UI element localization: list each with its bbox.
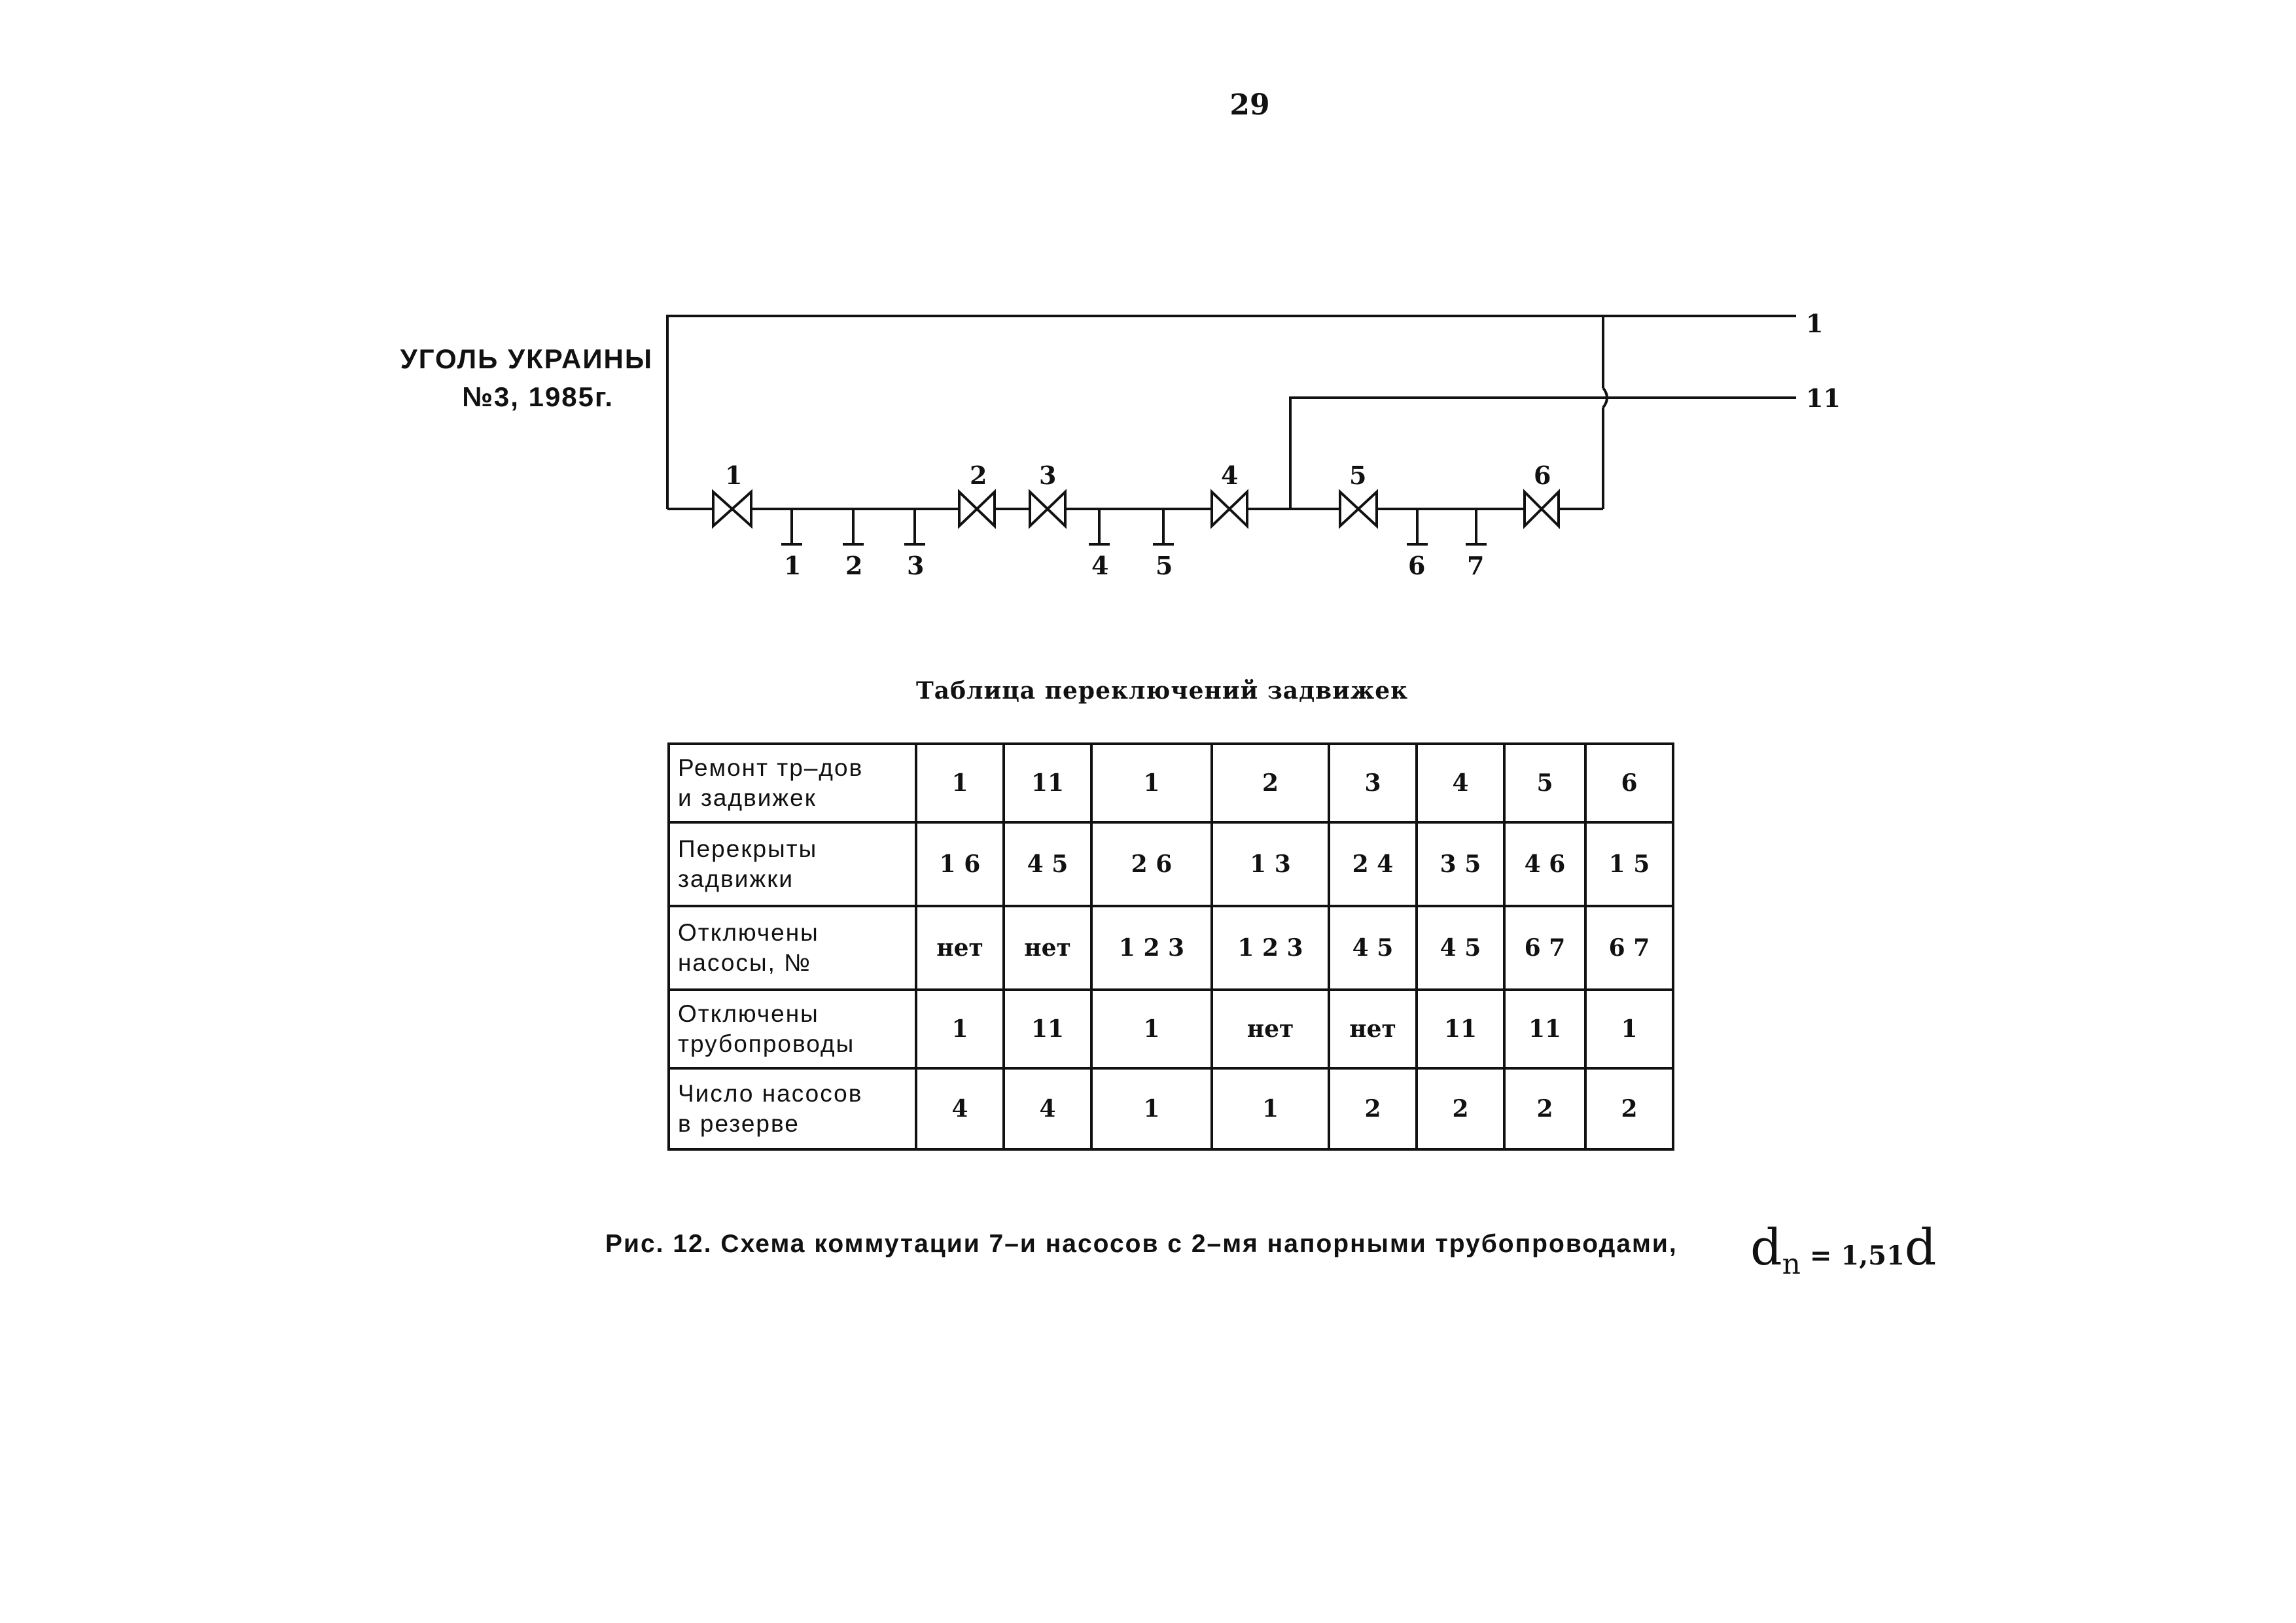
pump-label-6: 6 [1408, 551, 1426, 580]
pump-6 [1407, 509, 1428, 544]
table-cell: 1 3 [1212, 822, 1329, 906]
table-cell: 1 2 3 [1091, 906, 1212, 990]
pump-label-7: 7 [1467, 551, 1485, 580]
pump-3 [904, 509, 925, 544]
table-cell: 1 [1091, 990, 1212, 1068]
page-number: 29 [1229, 88, 1270, 122]
table-cell: 11 [1004, 744, 1091, 822]
table-cell: 2 [1504, 1068, 1585, 1149]
valve-6 [1525, 492, 1559, 526]
table-row [669, 822, 1673, 906]
table-cell: 2 [1417, 1068, 1504, 1149]
row-header-line: трубопроводы [678, 1030, 855, 1057]
row-header [669, 1068, 916, 1149]
table-cell: 3 [1329, 744, 1417, 822]
caption-formula [1750, 1218, 1937, 1281]
table-cell: 11 [1504, 990, 1585, 1068]
table-cell: 1 [916, 990, 1004, 1068]
table-cell: 6 7 [1585, 906, 1673, 990]
pump-switching-diagram [0, 0, 2296, 654]
formula-d2: d [1904, 1218, 1937, 1276]
table-cell: 4 6 [1504, 822, 1585, 906]
formula-subscript: n [1782, 1248, 1801, 1281]
table-cell: 1 [1091, 744, 1212, 822]
pipeline-label-11: 11 [1806, 383, 1841, 413]
table-row [669, 906, 1673, 990]
table-cell: 1 [1212, 1068, 1329, 1149]
table-cell: 6 7 [1504, 906, 1585, 990]
row-header-line: Отключены [678, 919, 819, 946]
valve-label-1: 1 [725, 461, 743, 490]
pump-2 [843, 509, 864, 544]
valve-label-3: 3 [1039, 461, 1057, 490]
table-cell: 4 [1417, 744, 1504, 822]
table-cell: нет [1212, 990, 1329, 1068]
table-cell: 2 6 [1091, 822, 1212, 906]
valve-4 [1212, 492, 1247, 526]
pump-4 [1089, 509, 1110, 544]
valve-3 [1030, 492, 1065, 526]
pipeline-label-1: 1 [1806, 309, 1824, 338]
row-header [669, 822, 916, 906]
table-cell: 4 5 [1329, 906, 1417, 990]
row-header [669, 990, 916, 1068]
row-header-line: насосы, № [678, 949, 811, 976]
row-header-line: задвижки [678, 865, 794, 892]
row-header [669, 906, 916, 990]
row-header-line: Отключены [678, 1000, 819, 1027]
table-cell: 1 [1091, 1068, 1212, 1149]
figure-caption: Рис. 12. Схема коммутации 7–и насосов с 2–мя напорными трубопроводами, [605, 1230, 1678, 1258]
table-cell: 4 [1004, 1068, 1091, 1149]
table-cell: 5 [1504, 744, 1585, 822]
valve-1 [713, 492, 751, 526]
table-cell: 4 [916, 1068, 1004, 1149]
table-row [669, 744, 1673, 822]
table-cell: 2 [1212, 744, 1329, 822]
table-cell: 1 5 [1585, 822, 1673, 906]
pump-label-4: 4 [1091, 551, 1109, 580]
valve-label-4: 4 [1221, 461, 1239, 490]
pump-5 [1153, 509, 1174, 544]
table-cell: 1 6 [916, 822, 1004, 906]
source-line-1: УГОЛЬ УКРАИНЫ [400, 343, 653, 374]
pipeline-11-line [1290, 398, 1796, 509]
table-cell: 4 5 [1417, 906, 1504, 990]
pump-label-2: 2 [845, 551, 863, 580]
formula-value: = 1,51 [1801, 1240, 1905, 1271]
table-cell: 6 [1585, 744, 1673, 822]
row-header-line: Ремонт тр–дов [678, 754, 864, 781]
valve-label-5: 5 [1349, 461, 1367, 490]
row-header-line: Перекрыты [678, 835, 818, 862]
table-cell: 2 [1329, 1068, 1417, 1149]
table-cell: 2 [1585, 1068, 1673, 1149]
valve-5 [1340, 492, 1377, 526]
pump-label-3: 3 [907, 551, 925, 580]
table-cell: 1 [916, 744, 1004, 822]
table-cell: 4 5 [1004, 822, 1091, 906]
row-header-line: Число насосов [678, 1080, 863, 1107]
table-cell: 11 [1004, 990, 1091, 1068]
pump-label-5: 5 [1156, 551, 1173, 580]
table-cell: 11 [1417, 990, 1504, 1068]
table-cell: нет [1004, 906, 1091, 990]
valve-2 [959, 492, 995, 526]
table-cell: 1 [1585, 990, 1673, 1068]
row-header-line: в резерве [678, 1110, 800, 1137]
row-header-line: и задвижек [678, 784, 817, 811]
pump-7 [1466, 509, 1487, 544]
valve-label-6: 6 [1534, 461, 1551, 490]
table-cell: 3 5 [1417, 822, 1504, 906]
source-line-2: №3, 1985г. [462, 381, 614, 412]
table-cell: нет [916, 906, 1004, 990]
table-title: Таблица переключений задвижек [916, 677, 1409, 705]
table-cell: 2 4 [1329, 822, 1417, 906]
pump-1 [781, 509, 802, 544]
table-cell: нет [1329, 990, 1417, 1068]
table-row [669, 1068, 1673, 1149]
formula-d: d [1750, 1218, 1782, 1276]
valve-label-2: 2 [970, 461, 987, 490]
pump-label-1: 1 [784, 551, 802, 580]
table-cell: 1 2 3 [1212, 906, 1329, 990]
row-header [669, 744, 916, 822]
table-row [669, 990, 1673, 1068]
valve-switching-table [667, 742, 1674, 1151]
